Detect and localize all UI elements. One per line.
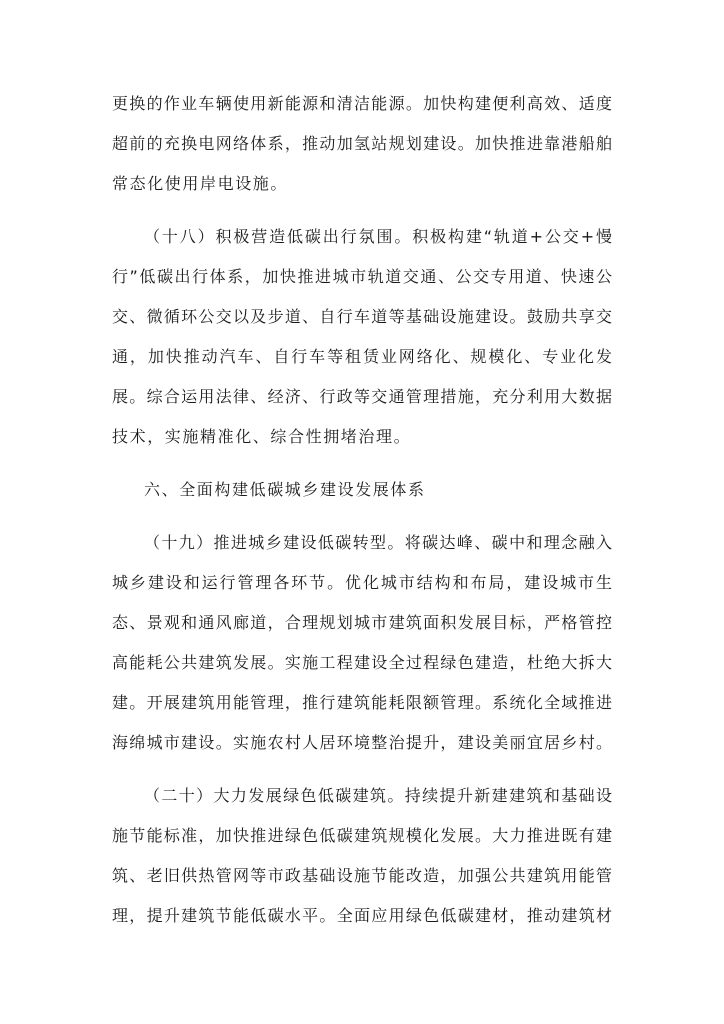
text-line: 技术，实施精准化、综合性拥堵治理。: [112, 427, 412, 446]
text-line: 展。综合运用法律、经济、行政等交通管理措施，充分利用大数据: [112, 387, 612, 406]
section-heading: 六、全面构建低碳城乡建设发展体系: [144, 480, 426, 499]
text-line: 常态化使用岸电设施。: [112, 174, 289, 193]
text-line: 城乡建设和运行管理各环节。优化城市结构和布局，建设城市生: [112, 573, 612, 592]
text-line: 更换的作业车辆使用新能源和清洁能源。加快构建便利高效、适度: [112, 94, 612, 113]
text-line: （二十）大力发展绿色低碳建筑。持续提升新建建筑和基础设: [144, 786, 612, 805]
text-line: 高能耗公共建筑发展。实施工程建设全过程绿色建造，杜绝大拆大: [112, 653, 612, 672]
text-line: 超前的充换电网络体系，推动加氢站规划建设。加快推进靠港船舶: [112, 134, 612, 153]
text-line: 建。开展建筑用能管理，推行建筑能耗限额管理。系统化全域推进: [112, 693, 612, 712]
text-line: 施节能标准，加快推进绿色低碳建筑规模化发展。大力推进既有建: [112, 826, 612, 845]
text-line: 理，提升建筑节能低碳水平。全面应用绿色低碳建材，推动建筑材: [112, 906, 612, 925]
text-line: 行”低碳出行体系，加快推进城市轨道交通、公交专用道、快速公: [112, 267, 612, 286]
text-line: （十九）推进城乡建设低碳转型。将碳达峰、碳中和理念融入: [144, 533, 612, 552]
text-line: 筑、老旧供热管网等市政基础设施节能改造，加强公共建筑用能管: [112, 866, 612, 885]
text-line: （十八）积极营造低碳出行氛围。积极构建“轨道+公交+慢: [144, 227, 612, 246]
text-line: 态、景观和通风廊道，合理规划城市建筑面积发展目标，严格管控: [112, 613, 612, 632]
text-line: 交、微循环公交以及步道、自行车道等基础设施建设。鼓励共享交: [112, 307, 612, 326]
text-line: 海绵城市建设。实施农村人居环境整治提升，建设美丽宜居乡村。: [112, 733, 612, 752]
text-line: 通，加快推动汽车、自行车等租赁业网络化、规模化、专业化发: [112, 347, 612, 366]
